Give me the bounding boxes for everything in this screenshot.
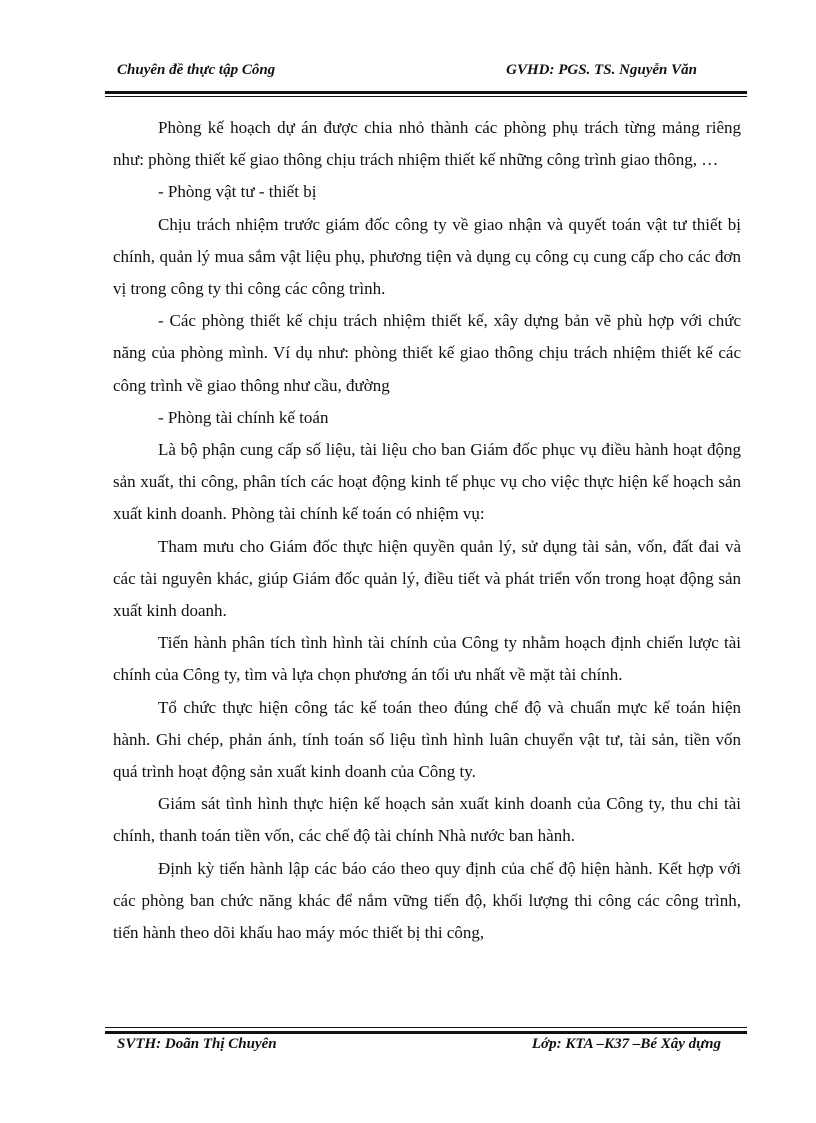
header-rule-thin bbox=[105, 96, 747, 97]
paragraph-finance-heading: - Phòng tài chính kế toán bbox=[158, 407, 329, 427]
paragraph-advise-director: Tham mưu cho Giám đốc thực hiện quyền quản lý, sử dụng tài sản, vốn, đất đai và các tài nguyên khác, giúp Giám đốc quản lý, điều tiết và phát triển vốn trong hoạt động sản xuất kinh doanh. bbox=[113, 536, 741, 621]
paragraph-financial-analysis: Tiến hành phân tích tình hình tài chính của Công ty nhằm hoạch định chiến lược tài chính của Công ty, tìm và lựa chọn phương án tối ưu nhất về mặt tài chính. bbox=[113, 633, 741, 685]
paragraph-periodic-reports: Định kỳ tiến hành lập các báo cáo theo quy định của chế độ hiện hành. Kết hợp với các phòng ban chức năng khác để nắm vững tiến độ, khối lượng thi công các công trình, tiến hành theo dõi khấu hao máy móc thiết bị thi công, bbox=[113, 858, 741, 943]
paragraph-planning-dept: Phòng kế hoạch dự án được chia nhỏ thành các phòng phụ trách từng mảng riêng như: phòng thiết kế giao thông chịu trách nhiệm thiết kế những công trình giao thông, … bbox=[113, 118, 741, 170]
paragraph-supplies-heading: - Phòng vật tư - thiết bị bbox=[158, 182, 317, 202]
footer-class: Lớp: KTA –K37 –Bé Xây dựng bbox=[531, 1036, 721, 1052]
paragraph-design-depts: - Các phòng thiết kế chịu trách nhiệm thiết kế, xây dựng bản vẽ phù hợp với chức năng của phòng mình. Ví dụ như: phòng thiết kế giao thông chịu trách nhiệm thiết kế các công trình về giao thông như cầu, đường bbox=[113, 311, 741, 395]
page-footer bbox=[105, 1036, 747, 1060]
header-left-text: Chuyên đề thực tập Công bbox=[117, 62, 276, 78]
header-right-text: GVHD: PGS. TS. Nguyễn Văn bbox=[506, 62, 697, 78]
paragraph-supervision: Giám sát tình hình thực hiện kế hoạch sản xuất kinh doanh của Công ty, thu chi tài chính, thanh toán tiền vốn, các chế độ tài chính Nhà nước ban hành. bbox=[113, 794, 741, 846]
header-rule-thick bbox=[105, 91, 747, 94]
paragraph-finance-role: Là bộ phận cung cấp số liệu, tài liệu cho ban Giám đốc phục vụ điều hành hoạt động sản xuất, thi công, phân tích các hoạt động kinh tế phục vụ cho việc thực hiện kế hoạch sản xuất kinh doanh. Phòng tài chính kế toán có nhiệm vụ: bbox=[113, 440, 741, 524]
document-body bbox=[113, 112, 741, 949]
footer-rule-thin bbox=[105, 1027, 747, 1028]
paragraph-accounting-work: Tổ chức thực hiện công tác kế toán theo đúng chế độ và chuẩn mực kế toán hiện hành. Ghi chép, phản ánh, tính toán số liệu tình hình luân chuyển vật tư, tài sản, tiền vốn quá trình hoạt động sản xuất kinh doanh của Công ty. bbox=[113, 697, 741, 782]
footer-student: SVTH: Doãn Thị Chuyên bbox=[117, 1036, 277, 1052]
paragraph-supplies-duties: Chịu trách nhiệm trước giám đốc công ty về giao nhận và quyết toán vật tư thiết bị chính, quản lý mua sắm vật liệu phụ, phương tiện và dụng cụ công cụ cung cấp cho các đơn vị trong công ty thi công các công trình. bbox=[113, 214, 741, 299]
footer-rule-thick bbox=[105, 1031, 747, 1034]
